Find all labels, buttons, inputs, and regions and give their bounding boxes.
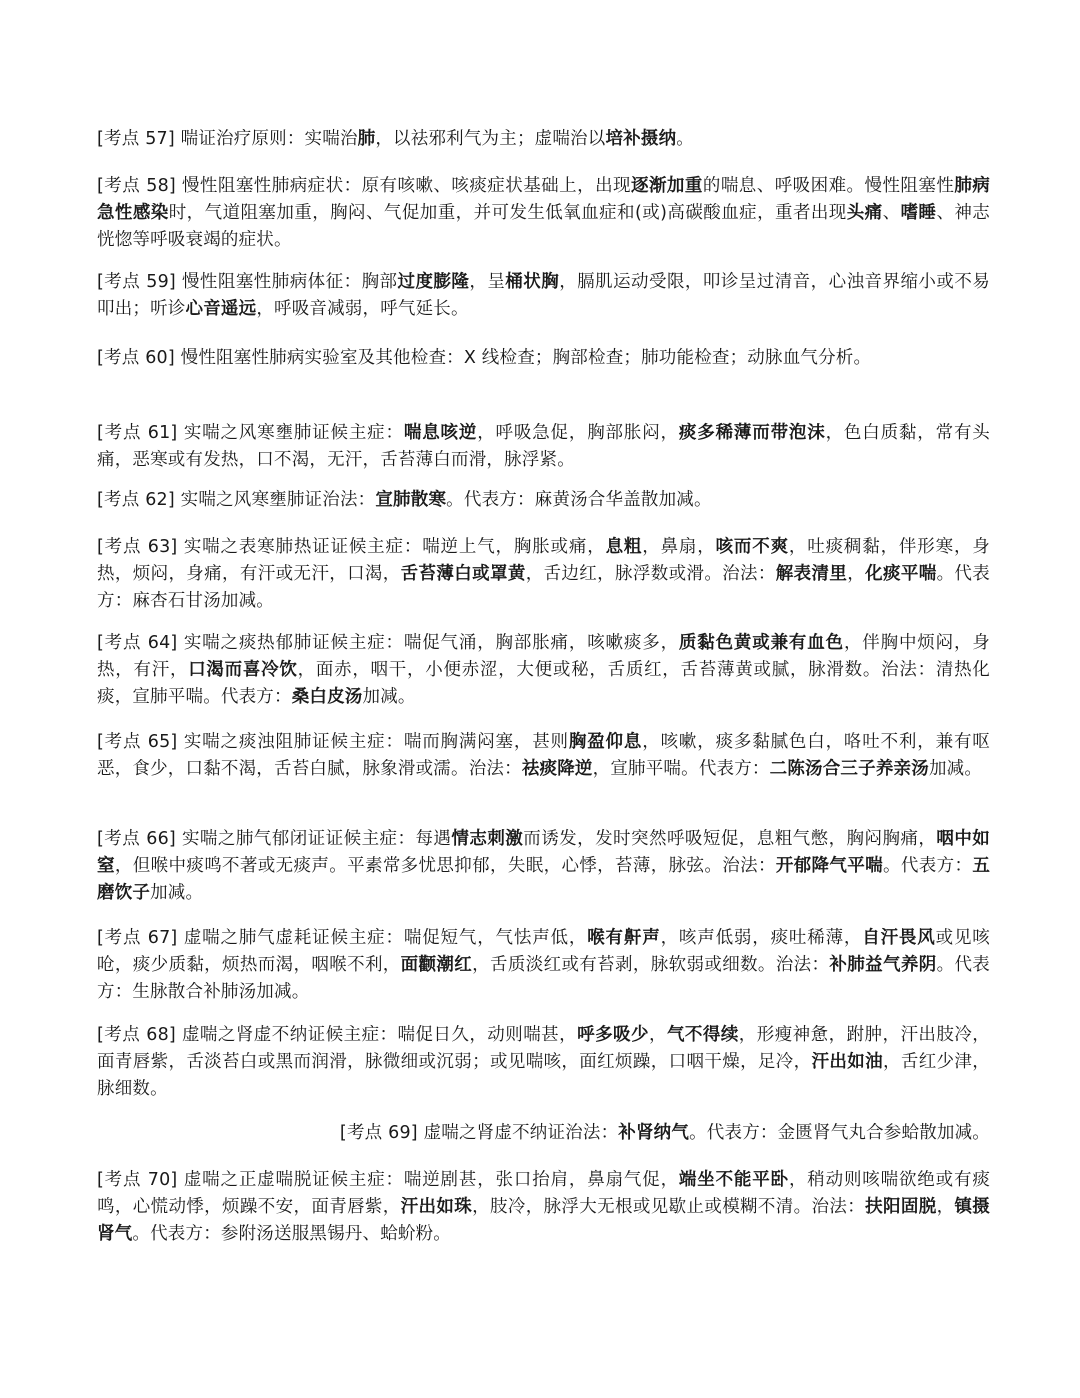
text-run: 、神志恍惚等呼吸衰竭的症状。 [97, 203, 991, 250]
text-run: 加减。 [362, 687, 416, 707]
text-run: ，鼻扇， [642, 537, 716, 557]
exam-point-68 [97, 1022, 990, 1103]
text-run: [考点 70] 虚喘之正虚喘脱证候主症：喘逆剧甚，张口抬肩，鼻扇气促， [97, 1170, 679, 1190]
text-run: ，以祛邪利气为主；虚喘治以 [375, 129, 606, 149]
bold-term: 头痛 [846, 203, 883, 223]
bold-term: 息粗 [605, 537, 643, 557]
text-run: ，但喉中痰鸣不著或无痰声。平素常多忧思抑郁，失眠，心悸，苔薄，脉弦。治法： [114, 856, 776, 876]
bold-term: 汗出如油 [811, 1052, 883, 1072]
text-run: ， [648, 1025, 667, 1045]
bold-term: 化痰平喘 [865, 564, 937, 584]
bold-term: 镇摄肾气 [97, 1197, 990, 1244]
text-run: [考点 67] 虚喘之肺气虚耗证候主症：喘促短气，气怯声低， [97, 928, 588, 948]
bold-term: 肺 [357, 129, 376, 149]
text-run: ，膈肌运动受限，叩诊呈过清音，心浊音界缩小或不易叩出；听诊 [97, 272, 990, 319]
exam-point-61 [97, 420, 990, 474]
exam-point-65 [97, 729, 990, 783]
bold-term: 面颧潮红 [400, 955, 473, 975]
text-run: [考点 66] 实喘之肺气郁闭证证候主症：每遇 [97, 829, 452, 849]
bold-term: 喉有鼾声 [587, 928, 661, 948]
text-run: ，咳声低弱，痰吐稀薄， [660, 928, 863, 948]
bold-term: 口渴而喜冷饮 [188, 660, 298, 680]
text-run: [考点 69] 虚喘之肾虚不纳证治法： [339, 1123, 619, 1143]
text-run: [考点 58] 慢性阻塞性肺病症状：原有咳嗽、咳痰症状基础上，出现 [97, 176, 631, 196]
text-run: [考点 62] 实喘之风寒壅肺证治法： [97, 490, 376, 510]
bold-term: 桶状胸 [505, 272, 560, 292]
text-run: ，稍动则咳喘欲绝或有痰鸣，心慌动悸，烦躁不安，面青唇紫， [97, 1170, 991, 1217]
bold-term: 气不得续 [666, 1025, 739, 1045]
text-run: [考点 68] 虚喘之肾虚不纳证候主症：喘促日久，动则喘甚， [97, 1025, 578, 1045]
text-run: 。 [676, 129, 694, 149]
text-run: 而诱发，发时突然呼吸短促，息粗气憋，胸闷胸痛， [523, 829, 937, 849]
exam-point-58 [97, 173, 990, 254]
text-run: ，肢冷，脉浮大无根或见歇止或模糊不清。治法： [472, 1197, 866, 1217]
text-run: 、 [882, 203, 901, 223]
text-run: 的喘息、呼吸困难。慢性阻塞性 [702, 176, 955, 196]
bold-term: 逐渐加重 [631, 176, 703, 196]
text-run: ，呼吸音减弱，呼气延长。 [256, 299, 469, 319]
bold-term: 桑白皮汤 [291, 687, 363, 707]
bold-term: 开郁降气平喘 [775, 856, 883, 876]
text-run: ，伴胸中烦闷，身热，有汗， [97, 633, 990, 680]
bold-term: 心音遥远 [185, 299, 257, 319]
text-run: ，呈 [469, 272, 506, 292]
text-run: [考点 63] 实喘之表寒肺热证证候主症：喘逆上气，胸胀或痛， [97, 537, 606, 557]
text-run: [考点 57] 喘证治疗原则：实喘治 [97, 129, 358, 149]
bold-term: 扶阳固脱 [865, 1197, 937, 1217]
bold-term: 胸盈仰息 [568, 732, 643, 752]
bold-term: 肺病急性感染 [97, 176, 990, 223]
exam-point-66 [97, 826, 990, 907]
text-run: ，形瘦神惫，跗肿，汗出肢冷，面青唇紫，舌淡苔白或黑而润滑，脉微细或沉弱；或见喘咳，面红烦躁，口咽干燥，足冷， [97, 1025, 990, 1072]
text-run: 。代表方：金匮肾气丸合参蛤散加减。 [689, 1123, 990, 1143]
bold-term: 舌苔薄白或罩黄 [400, 564, 526, 584]
bold-term: 咽中如窒 [97, 829, 990, 876]
text-run: ，咳嗽，痰多黏腻色白，咯吐不利，兼有呕恶，食少，口黏不渴，舌苔白腻，脉象滑或濡。治法： [97, 732, 990, 779]
bold-term: 情志刺激 [451, 829, 524, 849]
text-run: ，舌边红，脉浮数或滑。治法： [525, 564, 776, 584]
bold-term: 补肾纳气 [618, 1123, 690, 1143]
bold-term: 汗出如珠 [400, 1197, 473, 1217]
text-run: ，色白质黏，常有头痛，恶寒或有发热，口不渴，无汗，舌苔薄白而滑，脉浮紧。 [97, 423, 990, 470]
text-run: 。代表方：麻黄汤合华盖散加减。 [446, 490, 712, 510]
exam-point-57 [97, 126, 990, 153]
exam-point-60 [97, 345, 990, 372]
text-run: 。代表方：参附汤送服黑锡丹、蛤蚧粉。 [132, 1224, 452, 1244]
text-run: ，呼吸急促，胸部胀闷， [477, 423, 679, 443]
text-run: 时，气道阻塞加重，胸闷、气促加重，并可发生低氧血症和(或)高碳酸血症，重者出现 [168, 203, 847, 223]
text-run: ，吐痰稠黏，伴形寒，身热，烦闷，身痛，有汗或无汗，口渴， [97, 537, 990, 584]
bold-term: 质黏色黄或兼有血色 [678, 633, 844, 653]
bold-term: 培补摄纳 [605, 129, 677, 149]
bold-term: 宣肺散寒 [375, 490, 447, 510]
text-run: ，宣肺平喘。代表方： [592, 759, 770, 779]
text-run: [考点 65] 实喘之痰浊阻肺证候主症：喘而胸满闷塞，甚则 [97, 732, 569, 752]
text-run: 或见咳呛，痰少质黏，烦热而渴，咽喉不利， [97, 928, 990, 975]
text-run: ，面赤，咽干，小便赤涩，大便或秘，舌质红，舌苔薄黄或腻，脉滑数。治法：清热化痰，宣肺平喘。代表方： [97, 660, 991, 707]
bold-term: 自汗畏风 [862, 928, 936, 948]
bold-term: 祛痰降逆 [521, 759, 593, 779]
exam-point-64 [97, 630, 990, 711]
exam-point-59 [97, 269, 990, 323]
bold-term: 五磨饮子 [97, 856, 991, 903]
bold-term: 解表清里 [775, 564, 848, 584]
exam-point-62 [97, 487, 990, 514]
text-run: 。代表方： [883, 856, 973, 876]
exam-point-63 [97, 534, 990, 615]
text-run: [考点 64] 实喘之痰热郁肺证候主症：喘促气涌，胸部胀痛，咳嗽痰多， [97, 633, 679, 653]
bold-term: 痰多稀薄而带泡沫 [678, 423, 826, 443]
text-run: ， [847, 564, 866, 584]
bold-term: 二陈汤合三子养亲汤 [769, 759, 929, 779]
exam-point-70 [97, 1167, 990, 1248]
text-run: ， [936, 1197, 955, 1217]
bold-term: 补肺益气养阴 [829, 955, 937, 975]
bold-term: 咳而不爽 [715, 537, 789, 557]
text-run: ，舌质淡红或有苔剥，脉软弱或细数。治法： [472, 955, 830, 975]
text-run: [考点 60] 慢性阻塞性肺病实验室及其他检查：X 线检查；胸部检查；肺功能检查；动脉血气分析。 [97, 348, 872, 368]
text-run: 。代表方：麻杏石甘汤加减。 [97, 564, 990, 611]
text-run: [考点 59] 慢性阻塞性肺病体征：胸部 [97, 272, 398, 292]
text-run: ，舌红少津，脉细数。 [97, 1052, 990, 1099]
bold-term: 喘息咳逆 [403, 423, 478, 443]
text-run: 加减。 [928, 759, 983, 779]
exam-point-67 [97, 925, 990, 1006]
bold-term: 端坐不能平卧 [678, 1170, 789, 1190]
bold-term: 呼多吸少 [577, 1025, 649, 1045]
bold-term: 过度膨隆 [397, 272, 470, 292]
exam-point-69 [97, 1120, 990, 1147]
text-run: 。代表方：生脉散合补肺汤加减。 [97, 955, 991, 1002]
text-run: 加减。 [150, 883, 204, 903]
bold-term: 嗜睡 [900, 203, 937, 223]
text-run: [考点 61] 实喘之风寒壅肺证候主症： [97, 423, 404, 443]
